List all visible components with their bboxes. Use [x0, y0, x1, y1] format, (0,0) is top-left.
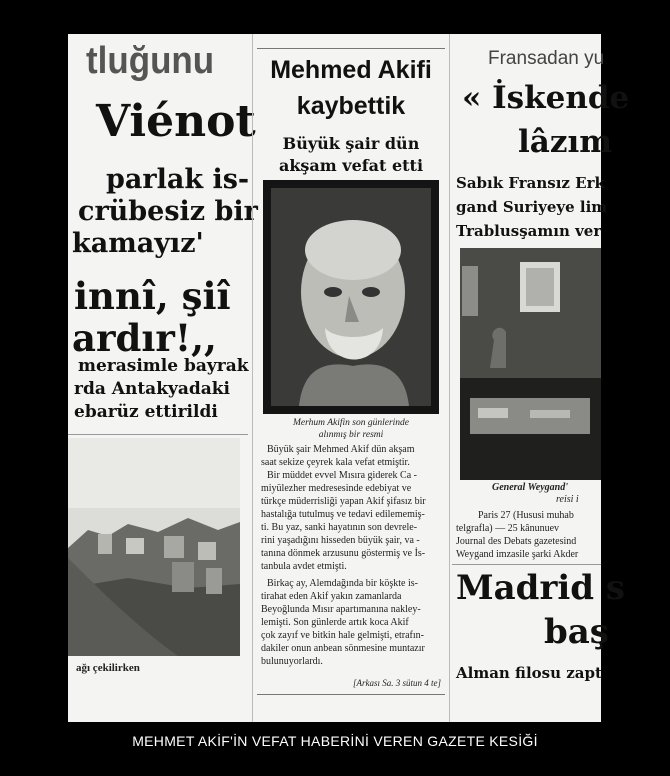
subheadline-line: merasimle bayrak: [78, 356, 249, 376]
body-line: tirahat eden Akif yakın zamanlarda: [261, 591, 402, 602]
headline-line: parlak is-: [106, 164, 250, 195]
akif-portrait: [263, 180, 439, 414]
top-rule: [257, 48, 445, 49]
headline-fragment: tluğunu: [86, 40, 215, 82]
body-line: tanına dönmek arzusunu göstermiş ve İs-: [261, 548, 426, 559]
body-line: saat sekize çeyrek kala vefat etmiştir.: [261, 457, 410, 468]
divider: [452, 564, 601, 565]
right-subheadline: Sabık Fransız Erk: [456, 174, 605, 192]
madrid-subheadline: Alman filosu zapt: [456, 664, 602, 682]
main-headline-2: kaybettik: [296, 92, 406, 120]
right-subheadline-3: Trablusşamın ver: [456, 222, 602, 240]
center-column: [252, 34, 450, 722]
body-line: ti. Bu yaz, sanki hayatının son devrele-: [261, 522, 418, 533]
body-line: Weygand imzasile şarki Akder: [456, 549, 579, 560]
photo-caption: ağı çekilirken: [76, 662, 140, 674]
body-line: Bir müddet evvel Mısıra giderek Ca -: [267, 470, 417, 481]
body-line: Paris 27 (Hususi muhab: [478, 510, 574, 521]
newspaper-clipping: [68, 34, 630, 722]
right-column: [452, 34, 630, 722]
portrait-caption: Merhum Akifin son günlerinde: [292, 418, 409, 428]
weygand-office-photo-art: [460, 248, 601, 480]
body-line: çok zayıf ve bitkin hale gelmişti, etrafın-: [261, 630, 424, 641]
headline-line: ardır!,,: [72, 316, 217, 360]
continuation-note: [Arkası Sa. 3 sütun 4 te]: [352, 678, 441, 688]
body-line: lemişti. Son günlerde artık koca Akif: [261, 617, 409, 628]
body-line: Birkaç ay, Alemdağında bir köşkte is-: [267, 578, 418, 589]
headline-vienot: Viénot: [96, 96, 256, 147]
headline-line: kamayız': [72, 228, 204, 259]
body-line: rini yaşadığını hisseden büyük şair, va -: [261, 535, 420, 546]
clipping-caption: MEHMET AKİF'İN VEFAT HABERİNİ VEREN GAZETE KESİĞİ: [132, 733, 538, 749]
body-line: hastalığa tutulmuş ve tedavi edilememiş-: [261, 509, 425, 520]
body-line: telgrafla) — 25 kânunuev: [456, 523, 560, 534]
body-line: bulunuyorlardı.: [261, 656, 323, 667]
body-line: Journal des Debats gazetesind: [456, 536, 577, 547]
subheadline: Büyük şair dün: [282, 134, 420, 153]
portrait-caption-2: alınmış bir resmi: [318, 430, 384, 440]
subheadline-line: ebarüz ettirildi: [74, 402, 218, 422]
bottom-rule: [257, 694, 445, 695]
madrid-headline: Madrid s: [456, 568, 626, 608]
right-headline-2: lâzım: [518, 124, 613, 160]
photo-caption-2: reisi i: [556, 494, 579, 505]
body-line: dakiler onun anbean sönmesine muntazır: [261, 643, 425, 654]
antakya-photo-art: [68, 438, 240, 656]
headline-line: crübesiz bir: [78, 196, 258, 227]
headline-line: innî, şiî: [74, 274, 231, 318]
body-line: Büyük şair Mehmed Akif dün akşam: [267, 444, 415, 455]
madrid-headline-2: baş: [544, 612, 609, 652]
right-subheadline-2: gand Suriyeye lim: [456, 198, 608, 216]
photo-caption: General Weygand': [492, 482, 569, 493]
weygand-office-photo: [460, 248, 601, 480]
body-line: Beyoğlunda Mısır apartımanına nakley-: [261, 604, 421, 615]
subheadline-line: rda Antakyadaki: [74, 379, 231, 399]
body-line: tanbula avdet etmişti.: [261, 561, 347, 572]
body-line: miyülezher medresesinde edebiyat ve: [261, 483, 412, 494]
main-headline: Mehmed Akifi: [270, 56, 432, 84]
akif-portrait-art: [263, 180, 439, 414]
divider: [68, 434, 248, 435]
antakya-photo: [68, 438, 240, 656]
left-column: [68, 34, 258, 722]
body-line: türkçe müderrisliği yapan Akif şifasız bir: [261, 496, 426, 507]
kicker: Fransadan yu: [488, 48, 605, 69]
subheadline-2: akşam vefat etti: [278, 156, 424, 175]
right-headline: « İskende: [462, 80, 630, 116]
